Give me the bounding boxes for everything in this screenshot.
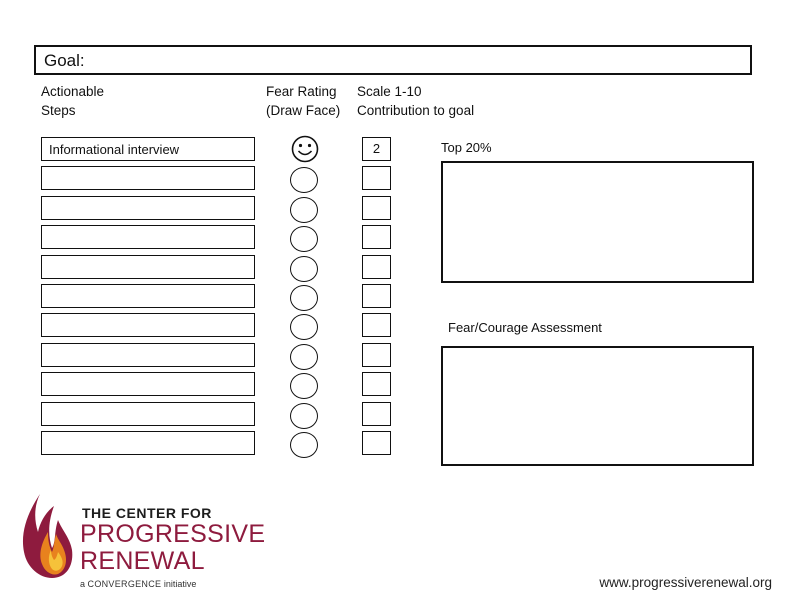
scale-input[interactable] bbox=[362, 313, 391, 337]
fear-header-line1: Fear Rating bbox=[266, 84, 337, 99]
scale-header bbox=[357, 82, 474, 120]
scale-input[interactable] bbox=[362, 402, 391, 426]
scale-input[interactable] bbox=[362, 343, 391, 367]
step-input[interactable] bbox=[41, 166, 255, 190]
tagline-brand: CONVERGENCE bbox=[87, 579, 162, 589]
fear-face-circle[interactable] bbox=[290, 314, 318, 340]
step-input[interactable] bbox=[41, 402, 255, 426]
fear-face-circle[interactable] bbox=[290, 285, 318, 311]
logo-line2: PROGRESSIVE bbox=[80, 520, 266, 548]
scale-header-line2: Contribution to goal bbox=[357, 103, 475, 118]
steps-header-line2: Steps bbox=[41, 103, 76, 118]
step-input[interactable] bbox=[41, 196, 255, 220]
scale-input[interactable] bbox=[362, 196, 391, 220]
step-input[interactable] bbox=[41, 313, 255, 337]
top20-label: Top 20% bbox=[441, 140, 492, 155]
fear-header bbox=[266, 82, 340, 120]
fear-face-circle[interactable] bbox=[290, 167, 318, 193]
tagline-prefix: a bbox=[80, 579, 88, 589]
steps-header-line1: Actionable bbox=[41, 84, 105, 99]
fear-face-circle[interactable] bbox=[290, 344, 318, 370]
step-input[interactable] bbox=[41, 284, 255, 308]
tagline-suffix: initiative bbox=[161, 579, 197, 589]
logo-tagline bbox=[80, 579, 196, 589]
step-input[interactable] bbox=[41, 372, 255, 396]
steps-header bbox=[41, 82, 104, 120]
scale-input[interactable] bbox=[362, 166, 391, 190]
fear-face-circle[interactable] bbox=[290, 432, 318, 458]
logo-line3: RENEWAL bbox=[80, 547, 205, 575]
fear-face-circle[interactable] bbox=[290, 256, 318, 282]
scale-input[interactable]: 2 bbox=[362, 137, 391, 161]
step-input[interactable] bbox=[41, 255, 255, 279]
scale-input[interactable] bbox=[362, 255, 391, 279]
website-url: www.progressiverenewal.org bbox=[599, 575, 772, 590]
fear-face-circle[interactable] bbox=[290, 197, 318, 223]
smiley-face-icon[interactable] bbox=[290, 134, 320, 164]
step-input[interactable]: Informational interview bbox=[41, 137, 255, 161]
assessment-label: Fear/Courage Assessment bbox=[448, 320, 602, 335]
goal-label: Goal: bbox=[44, 51, 85, 70]
fear-header-line2: (Draw Face) bbox=[266, 103, 341, 118]
step-input[interactable] bbox=[41, 343, 255, 367]
fear-face-circle[interactable] bbox=[290, 403, 318, 429]
scale-input[interactable] bbox=[362, 225, 391, 249]
step-input[interactable] bbox=[41, 225, 255, 249]
logo-line1: THE CENTER FOR bbox=[82, 505, 212, 521]
flame-icon bbox=[18, 492, 78, 582]
fear-face-circle[interactable] bbox=[290, 373, 318, 399]
scale-input[interactable] bbox=[362, 284, 391, 308]
goal-field[interactable] bbox=[34, 45, 752, 75]
scale-input[interactable] bbox=[362, 372, 391, 396]
assessment-box[interactable] bbox=[441, 346, 754, 466]
scale-header-line1: Scale 1-10 bbox=[357, 84, 422, 99]
fear-face-circle[interactable] bbox=[290, 226, 318, 252]
step-input[interactable] bbox=[41, 431, 255, 455]
scale-input[interactable] bbox=[362, 431, 391, 455]
top20-box[interactable] bbox=[441, 161, 754, 283]
